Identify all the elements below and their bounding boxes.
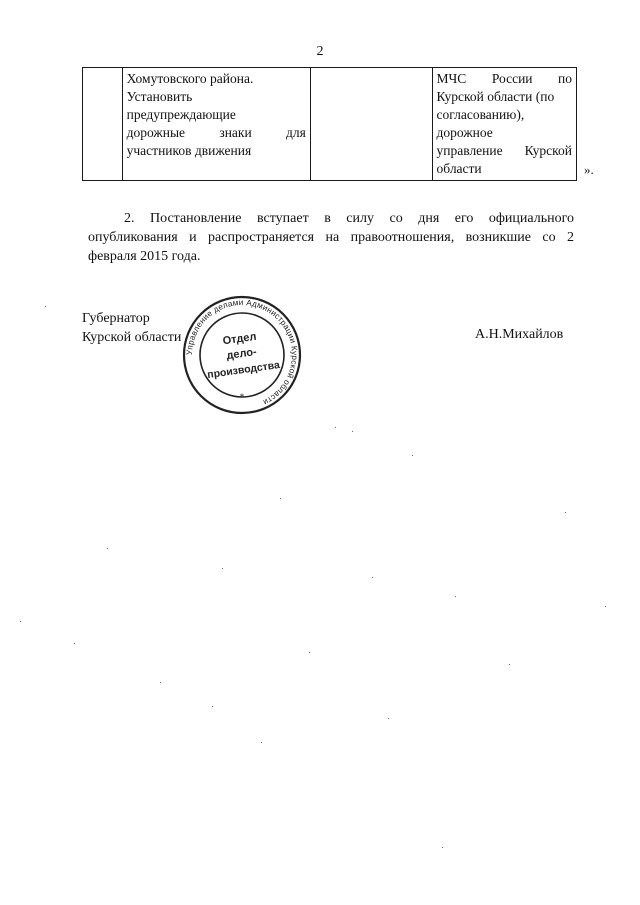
term-cell [310,68,432,181]
scan-speck [412,455,413,456]
paragraph-line: 2. Постановление вступает в силу со дня его официального [124,211,574,226]
responsible-line: согласованию), [436,107,525,122]
scan-speck [212,706,213,707]
measure-line: предупреждающие [126,107,236,122]
stamp-outer-text: Управление делами Администрации Курской области [184,297,300,407]
scan-speck [455,596,456,597]
responsible-cell [432,68,576,181]
scan-speck [309,652,310,653]
scan-speck [160,682,161,683]
stamp-center-line: производства [206,359,281,382]
measure-line: участников движения [126,143,252,158]
stamp-center-line: дело- [225,345,258,363]
signatory-position [82,309,181,347]
measure-line: Хомутовского района. [126,71,254,86]
measure-cell [122,68,310,181]
signatory-name: А.Н.Михайлов [475,327,564,342]
scan-speck [352,431,353,432]
scan-speck [605,606,606,607]
page-number: 2 [316,44,324,59]
scan-speck [388,718,389,719]
scan-speck [74,643,75,644]
scan-speck [20,621,21,622]
office-stamp [178,294,306,416]
signatory-position-line: Курской области [82,330,182,345]
paragraph-line: февраля 2015 года. [88,249,201,264]
paragraph-line: опубликования и распространяется на правоотношения, возникшие со 2 [88,230,574,245]
responsible-line: области [436,161,482,176]
stamp-center-line: Отдел [221,330,258,348]
signatory-position-line: Губернатор [82,311,150,326]
responsible-line: дорожное [436,125,493,140]
scan-speck [222,568,223,569]
table-row [83,68,577,181]
scan-speck [45,306,46,307]
star-icon: * [239,392,245,402]
responsible-line: Курской области (по [436,89,555,104]
responsible-line: управление Курской [436,143,572,158]
scan-speck [280,498,281,499]
measure-line: Установить [126,89,193,104]
scan-speck [509,664,510,665]
continuation-table [82,67,577,181]
measure-line: дорожные знаки для [126,125,306,140]
paragraph-2 [88,209,574,266]
responsible-line: МЧС России по [436,71,572,86]
scan-speck [335,427,336,428]
closing-quote: ». [584,162,594,177]
scan-speck [565,512,566,513]
scan-speck [261,742,262,743]
row-number-cell [83,68,123,181]
scan-speck [442,847,443,848]
scan-speck [107,548,108,549]
scan-speck [372,577,373,578]
